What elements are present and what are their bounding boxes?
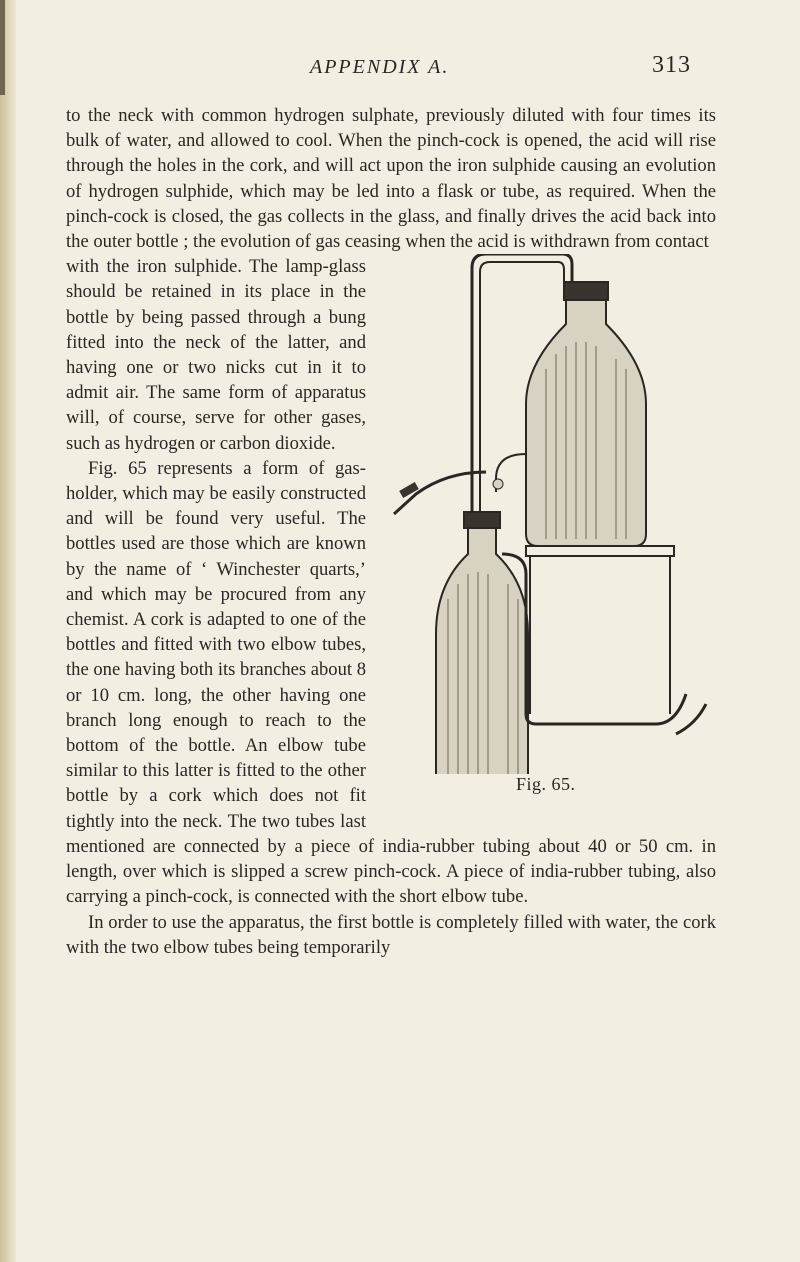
gas-holder-illustration	[376, 254, 716, 774]
running-title: APPENDIX A.	[310, 56, 450, 78]
spine-mark	[0, 0, 5, 95]
paragraph-1-rest: with the iron sulphide. The lamp-glass should be retained in its place in the bottle by being passed through a bung fitted into the neck of the latter, and having one or two nicks cut in it to admit air. The same form of apparatus will, of course, serve for other gases, such as hydrogen or carbon dioxide.	[66, 256, 366, 454]
lower-bottle	[436, 512, 528, 774]
paragraph-1-top: to the neck with common hydrogen sulphate, previously diluted with four times its bulk of water, and allowed to cool. When the pinch-cock is opened, the acid will rise through the holes in the cork, and will act upon the iron sulphide causing an evolution of hydrogen sulphide, which may be led into a flask or tube, as required. When the pinch-cock is closed, the gas collects in the glass, and finally drives the acid back into the outer bottle ; the evolution of gas ceasing when the acid is withdrawn from contact	[66, 105, 716, 253]
paragraph-2: Fig. 65 represents a form of gas-holder, which may be easily constructed and will be found very useful. The bottles used are those which are known by the name of ‘ Winchester quarts,’ and which may be procured from any chemist. A cork is adapted to one of the bottles and fitted with two elbow tubes, the one having both its branches about 8 or 10 cm. long, the other having one branch long enough to reach to the bottom of the bottle. An elbow tube similar to this latter is fitted to the other bottle by a cork which does not fit tightly into the neck. The two tubes last mentioned are connected by a piece of india-rubber tubing about 40 or 50 cm. in length, over which is slipped a screw pinch-cock. A piece of india-rubber tubing, also carrying a pinch-cock, is connected with the short elbow tube.	[66, 457, 716, 908]
paragraph-3: In order to use the apparatus, the first bottle is completely filled with water, the cork with the two elbow tubes being temporarily	[66, 911, 716, 958]
stand	[526, 546, 674, 714]
page-number: 313	[652, 52, 691, 78]
figure-caption: Fig. 65.	[516, 774, 576, 795]
body-text	[66, 103, 716, 960]
book-spine-shadow	[0, 0, 16, 1262]
figure-65	[376, 254, 716, 811]
upper-bottle	[526, 282, 646, 546]
